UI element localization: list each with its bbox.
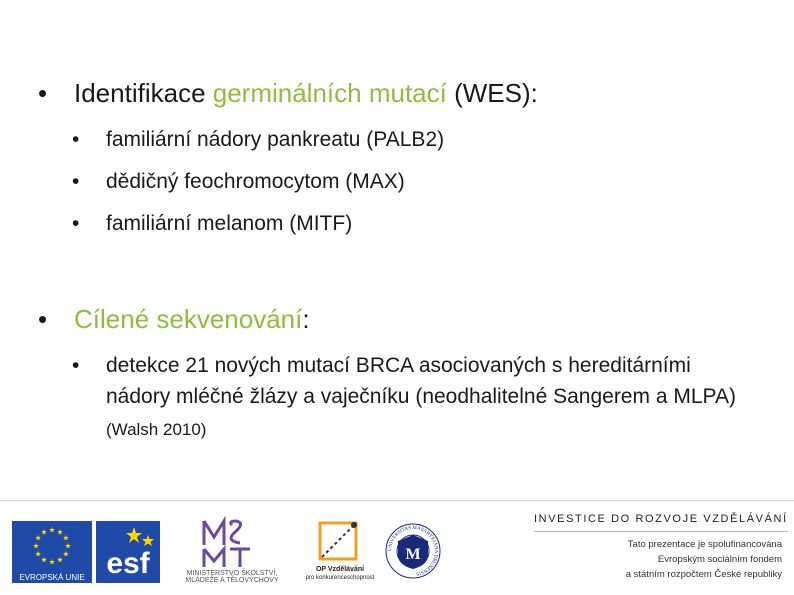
esf-logo: [96, 521, 160, 583]
sub-bullet-dot: •: [72, 128, 80, 151]
msmt-line1: MINISTERSTVO ŠKOLSTVÍ,: [186, 570, 278, 577]
sub-bullet-dot: •: [72, 170, 80, 193]
op-line2: pro konkurenceschopnost: [305, 575, 375, 581]
funding-line: a státním rozpočtem České republiky: [625, 569, 782, 580]
msmt-line2: MLÁDEŽE A TĚLOVÝCHOVY: [185, 577, 279, 583]
sub-bullet-text: familiární melanom (MITF): [106, 212, 353, 235]
op-line1: OP Vzdělávání: [315, 566, 365, 573]
sub-bullet-text: familiární nádory pankreatu (PALB2): [106, 128, 445, 151]
bullet-text: Identifikace germinálních mutací (WES):: [74, 78, 538, 108]
sub-bullet-text: detekce 21 nových mutací BRCA asociovaných s hereditárními nádory mléčné žlázy a vaječníku (neodhalitelné Sangerem a MLPA) (Walsh 2010): [106, 354, 736, 439]
bullet-text: Cílené sekvenování:: [74, 304, 310, 334]
eu-flag-logo: [12, 521, 92, 583]
uni-letter: M: [405, 546, 421, 563]
sub-bullet: [72, 212, 353, 236]
op-vzdelavani-logo: [300, 517, 380, 583]
footer: [0, 501, 794, 595]
sub-bullet: [72, 354, 736, 439]
sub-bullet-text: dědičný feochromocytom (MAX): [106, 170, 405, 193]
sub-bullet-dot: •: [72, 212, 80, 235]
funding-line: Tato prezentace je spolufinancována: [627, 539, 782, 550]
invest-divider: [534, 531, 788, 532]
uni-ring-text: UNIVERSITAS MASARYKIANA BRUNENSIS: [387, 525, 439, 576]
invest-title: INVESTICE DO ROZVOJE VZDĚLÁVÁNÍ: [534, 513, 788, 525]
funding-line: Evropským sociálním fondem: [657, 554, 782, 565]
bullet-dot: •: [38, 78, 48, 108]
eu-label: EVROPSKÁ UNIE: [19, 573, 85, 582]
masaryk-university-seal: [384, 515, 442, 585]
bullet-dot: •: [38, 304, 48, 334]
msmt-logo: [170, 515, 294, 583]
sub-bullet: [72, 170, 405, 194]
sub-bullet: [72, 128, 445, 152]
sub-bullet-dot: •: [72, 354, 80, 377]
esf-label: esf: [106, 547, 150, 580]
